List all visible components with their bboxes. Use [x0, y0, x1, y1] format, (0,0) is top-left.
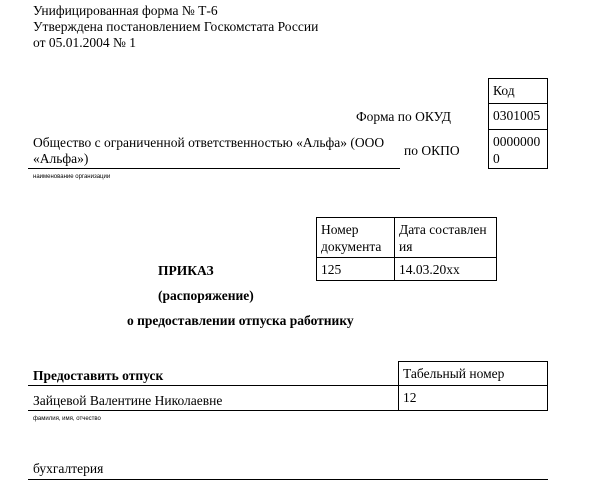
organization-caption: наименование организации	[33, 174, 111, 180]
doc-number-header-line1: Номер	[321, 222, 359, 237]
tab-number-header-cell	[398, 361, 548, 386]
doc-number-header-cell	[316, 217, 395, 258]
doc-date-header-line2: ия	[399, 239, 413, 254]
doc-date-value-cell	[394, 257, 497, 281]
okpo-value-line1: 0000000	[493, 134, 541, 149]
order-subtitle: (распоряжение)	[158, 288, 254, 303]
doc-number-value-cell	[316, 257, 395, 281]
form-approval-date: от 05.01.2004 № 1	[33, 35, 136, 50]
employee-name-caption: фамилия, имя, отчество	[33, 416, 101, 422]
okud-label: Форма по ОКУД	[356, 109, 452, 124]
okpo-value-line2: 0	[493, 151, 500, 166]
grant-leave-label: Предоставить отпуск	[33, 368, 164, 383]
codes-header: Код	[493, 83, 515, 98]
okpo-label: по ОКПО	[404, 143, 460, 158]
department-underline	[28, 479, 548, 480]
organization-underline	[28, 168, 400, 169]
organization-name-line2: «Альфа»)	[33, 151, 89, 166]
doc-date-header-cell	[394, 217, 497, 258]
doc-date-value: 14.03.20хх	[399, 262, 460, 277]
form-approval: Утверждена постановлением Госкомстата России	[33, 19, 319, 34]
order-purpose: о предоставлении отпуска работнику	[127, 313, 354, 328]
tab-number-value: 12	[403, 390, 417, 405]
employee-name: Зайцевой Валентине Николаевне	[33, 393, 223, 408]
okud-value: 0301005	[493, 108, 541, 123]
tab-number-value-cell	[398, 385, 548, 411]
doc-number-header-line2: документа	[321, 239, 382, 254]
doc-number-value: 125	[321, 262, 342, 277]
okpo-value-cell	[488, 129, 548, 169]
doc-date-header-line1: Дата составлен	[399, 222, 487, 237]
organization-name-line1: Общество с ограниченной ответственностью «Альфа» (ООО	[33, 135, 385, 150]
grant-leave-divider	[28, 385, 398, 386]
form-name: Унифицированная форма № Т-6	[33, 3, 218, 18]
codes-header-cell	[488, 78, 548, 104]
order-title: ПРИКАЗ	[158, 263, 214, 278]
tab-number-header: Табельный номер	[403, 366, 505, 381]
employee-name-underline	[28, 410, 398, 411]
okud-value-cell	[488, 103, 548, 130]
department-name: бухгалтерия	[33, 461, 104, 476]
